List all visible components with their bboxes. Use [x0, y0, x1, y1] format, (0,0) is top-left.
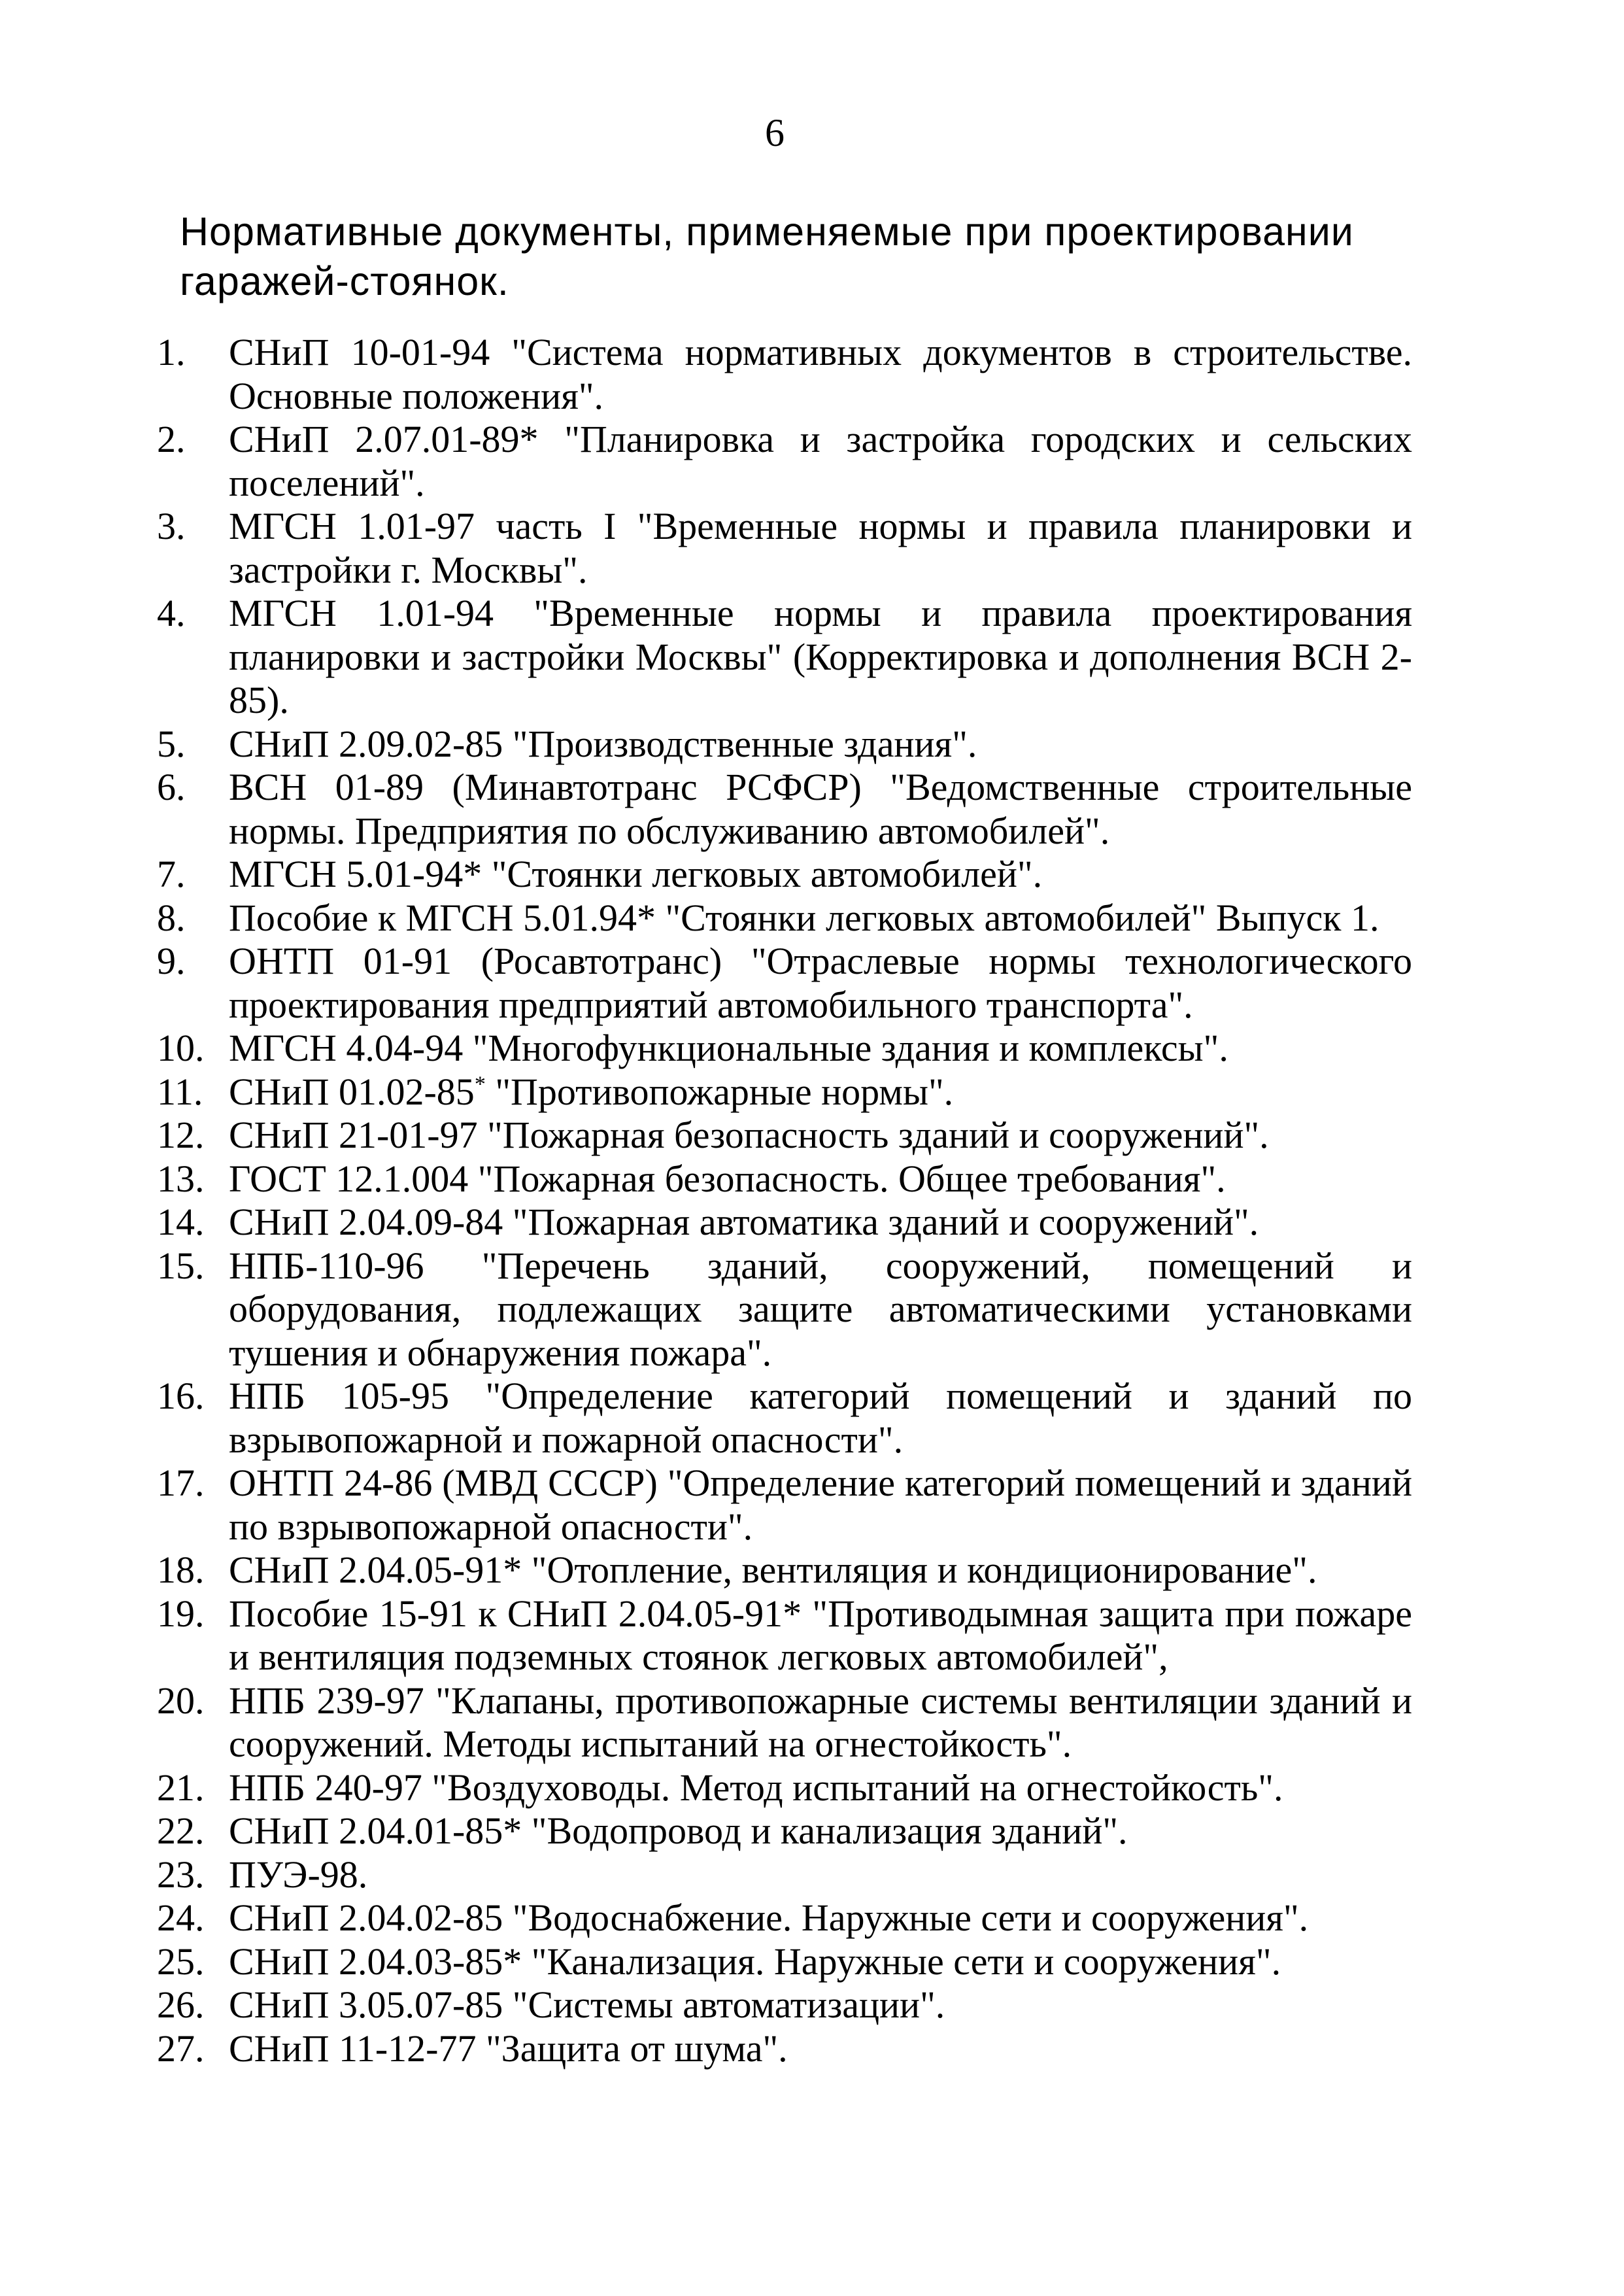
list-item-text: МГСН 1.01-94 "Временные нормы и правила проектирования планировки и застройки Москвы" (Корректировка и дополнения ВСН 2-85).: [229, 592, 1412, 721]
list-item: [157, 592, 1412, 723]
list-item: [157, 853, 1412, 897]
list-item-number: 22 .: [157, 1809, 221, 1853]
list-item-number: 19 .: [157, 1592, 221, 1636]
list-item-number: 1 .: [157, 331, 221, 375]
list-item-text: МГСН 4.04-94 "Многофункциональные здания и комплексы".: [229, 1027, 1228, 1069]
list-item-number: 24 .: [157, 1896, 221, 1940]
list-item: [157, 1592, 1412, 1679]
list-item-number: 9 .: [157, 940, 221, 984]
list-item: [157, 331, 1412, 418]
list-item: [157, 1027, 1412, 1071]
list-item-number: 20 .: [157, 1679, 221, 1723]
list-item-number: 25 .: [157, 1940, 221, 1984]
list-item-text-part: СНиП 01.02-85: [229, 1070, 475, 1113]
list-item: [157, 1809, 1412, 1853]
list-item-number: 15 .: [157, 1244, 221, 1288]
list-item-text: СНиП 2.04.03-85* "Канализация. Наружные сети и сооружения".: [229, 1940, 1281, 1983]
list-item-text: СНиП 2.04.02-85 "Водоснабжение. Наружные сети и сооружения".: [229, 1896, 1309, 1939]
list-item: [157, 940, 1412, 1027]
list-item-text: Пособие к МГСН 5.01.94* "Стоянки легковых автомобилей" Выпуск 1.: [229, 896, 1379, 939]
list-item-text: ВСН 01-89 (Минавтотранс РСФСР) "Ведомственные строительные нормы. Предприятия по обслуживанию автомобилей".: [229, 766, 1412, 852]
list-item: [157, 766, 1412, 853]
list-item-number: 18 .: [157, 1549, 221, 1592]
footnote-mark: *: [474, 1072, 486, 1097]
list-item-number: 21 .: [157, 1766, 221, 1810]
list-item-number: 27 .: [157, 2027, 221, 2071]
list-item: [157, 723, 1412, 766]
list-item: [157, 1201, 1412, 1244]
list-item-number: 4 .: [157, 592, 221, 636]
list-item: [157, 418, 1412, 505]
list-item: [157, 1114, 1412, 1157]
list-item-text: Пособие 15-91 к СНиП 2.04.05-91* "Противодымная защита при пожаре и вентиляция подземных стоянок легковых автомобилей",: [229, 1592, 1412, 1678]
list-item: [157, 1549, 1412, 1592]
list-item-number: 6 .: [157, 766, 221, 810]
list-item-number: 10 .: [157, 1027, 221, 1071]
list-item: [157, 1766, 1412, 1810]
list-item-number: 26 .: [157, 1983, 221, 2027]
list-item-text: СНиП 2.04.01-85* "Водопровод и канализация зданий".: [229, 1809, 1128, 1852]
list-item: [157, 1375, 1412, 1462]
list-item: [157, 505, 1412, 592]
list-item-text: СНиП 2.09.02-85 "Производственные здания".: [229, 722, 977, 765]
list-item-text-part: "Противопожарные нормы".: [485, 1070, 954, 1113]
list-item-text: ГОСТ 12.1.004 "Пожарная безопасность. Общее требования".: [229, 1157, 1226, 1200]
list-item-number: 7 .: [157, 853, 221, 897]
list-item: [157, 1896, 1412, 1940]
list-item-text: СНиП 2.04.05-91* "Отопление, вентиляция и кондиционирование".: [229, 1549, 1317, 1591]
page-number: 6: [765, 111, 785, 154]
list-item-number: 17 .: [157, 1462, 221, 1505]
list-item-number: 23 .: [157, 1853, 221, 1897]
page-title: Нормативные документы, применяемые при проектировании гаражей-стоянок.: [180, 209, 1354, 303]
list-item: [157, 1983, 1412, 2027]
list-item-text: НПБ 105-95 "Определение категорий помещений и зданий по взрывопожарной и пожарной опасности".: [229, 1375, 1412, 1461]
list-item-text: СНиП 3.05.07-85 "Системы автоматизации".: [229, 1983, 945, 2026]
list-item-number: 16 .: [157, 1375, 221, 1418]
list-item-text: НПБ-110-96 "Перечень зданий, сооружений, помещений и оборудования, подлежащих защите автоматическими установками тушения и обнаружения пожара".: [229, 1244, 1412, 1374]
list-item-number: 8 .: [157, 897, 221, 940]
list-item: [157, 1157, 1412, 1201]
list-item-text: СНиП 2.07.01-89* "Планировка и застройка городских и сельских поселений".: [229, 418, 1412, 504]
list-item: [157, 897, 1412, 940]
list-item-number: 14 .: [157, 1201, 221, 1244]
list-item-number: 2 .: [157, 418, 221, 462]
list-item-text: ПУЭ-98.: [229, 1853, 368, 1896]
list-item-text: МГСН 1.01-97 часть I "Временные нормы и правила планировки и застройки г. Москвы".: [229, 505, 1412, 591]
list-item-number: 3 .: [157, 505, 221, 549]
normative-documents-list: [157, 331, 1412, 2070]
list-item-number: 13 .: [157, 1157, 221, 1201]
list-item-number: 12 .: [157, 1114, 221, 1157]
list-item-text: ОНТП 24-86 (МВД СССР) "Определение категорий помещений и зданий по взрывопожарной опасности".: [229, 1462, 1412, 1548]
list-item-number: 5 .: [157, 723, 221, 766]
list-item: [157, 1679, 1412, 1766]
list-item-text: [229, 1071, 1412, 1114]
list-item-text: ОНТП 01-91 (Росавтотранс) "Отраслевые нормы технологического проектирования предприятий автомобильного транспорта".: [229, 940, 1412, 1026]
list-item-text: СНиП 2.04.09-84 "Пожарная автоматика зданий и сооружений".: [229, 1201, 1259, 1243]
list-item: [157, 1940, 1412, 1984]
list-item-text: МГСН 5.01-94* "Стоянки легковых автомобилей".: [229, 853, 1043, 895]
list-item: [157, 2027, 1412, 2071]
list-item-text: НПБ 239-97 "Клапаны, противопожарные системы вентиляции зданий и сооружений. Методы испытаний на огнестойкость".: [229, 1679, 1412, 1765]
list-item: [157, 1853, 1412, 1897]
list-item: [157, 1071, 1412, 1114]
list-item: [157, 1244, 1412, 1375]
list-item: [157, 1462, 1412, 1549]
list-item-text: СНиП 21-01-97 "Пожарная безопасность зданий и сооружений".: [229, 1114, 1269, 1156]
list-item-text: СНиП 10-01-94 "Система нормативных документов в строительстве. Основные положения".: [229, 331, 1412, 417]
list-item-text: СНиП 11-12-77 "Защита от шума".: [229, 2027, 788, 2070]
list-item-number: 11 .: [157, 1071, 221, 1114]
list-item-text: НПБ 240-97 "Воздуховоды. Метод испытаний на огнестойкость".: [229, 1766, 1283, 1809]
